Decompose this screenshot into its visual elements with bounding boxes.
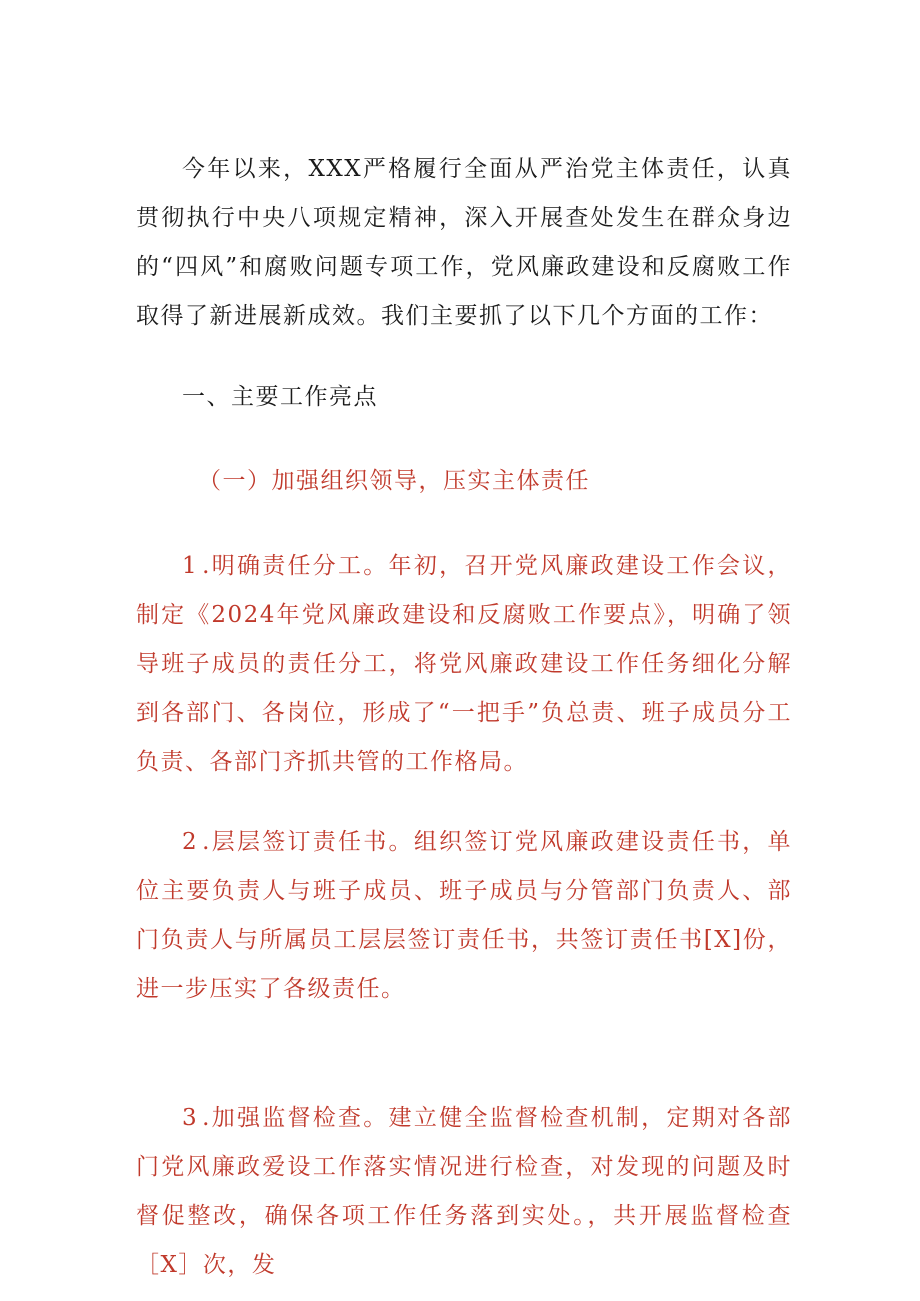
item-number-3: 3 — [182, 1105, 199, 1131]
item-paragraph-2 — [136, 818, 792, 1014]
item-text-1: .明确责任分工。年初，召开党风廉政建设工作会议，制定《2024年党风廉政建设和反腐败工作要点》，明确了领导班子成员的责任分工，将党风廉政建设工作任务细化分解到各部门、各岗位，形成了“一把手”负总责、班子成员分工负责、各部门齐抓共管的工作格局。 — [136, 553, 792, 775]
intro-paragraph: 今年以来，XXX严格履行全面从严治党主体责任，认真贯彻执行中央八项规定精神，深入开展查处发生在群众身边的“四风”和腐败问题专项工作，党风廉政建设和反腐败工作取得了新进展新成效。我们主要抓了以下几个方面的工作： — [136, 156, 792, 329]
item-paragraph-1 — [136, 542, 792, 787]
subsection-heading: （一）加强组织领导，压实主体责任 — [198, 468, 590, 494]
item-text-3: .加强监督检查。建立健全监督检查机制，定期对各部门党风廉政爱设工作落实情况进行检查，对发现的问题及时督促整改，确保各项工作任务落到实处。，共开展监督检查［X］次，发 — [136, 1105, 792, 1278]
item-number-1: 1 — [182, 553, 199, 579]
item-text-2: .层层签订责任书。组织签订党风廉政建设责任书，单位主要负责人与班子成员、班子成员与分管部门负责人、部门负责人与所属员工层层签订责任书，共签订责任书[X]份，进一步压实了各级责任。 — [136, 829, 792, 1002]
item-paragraph-3 — [136, 1094, 792, 1290]
section-heading: 一、主要工作亮点 — [182, 384, 378, 410]
item-number-2: 2 — [182, 829, 199, 855]
